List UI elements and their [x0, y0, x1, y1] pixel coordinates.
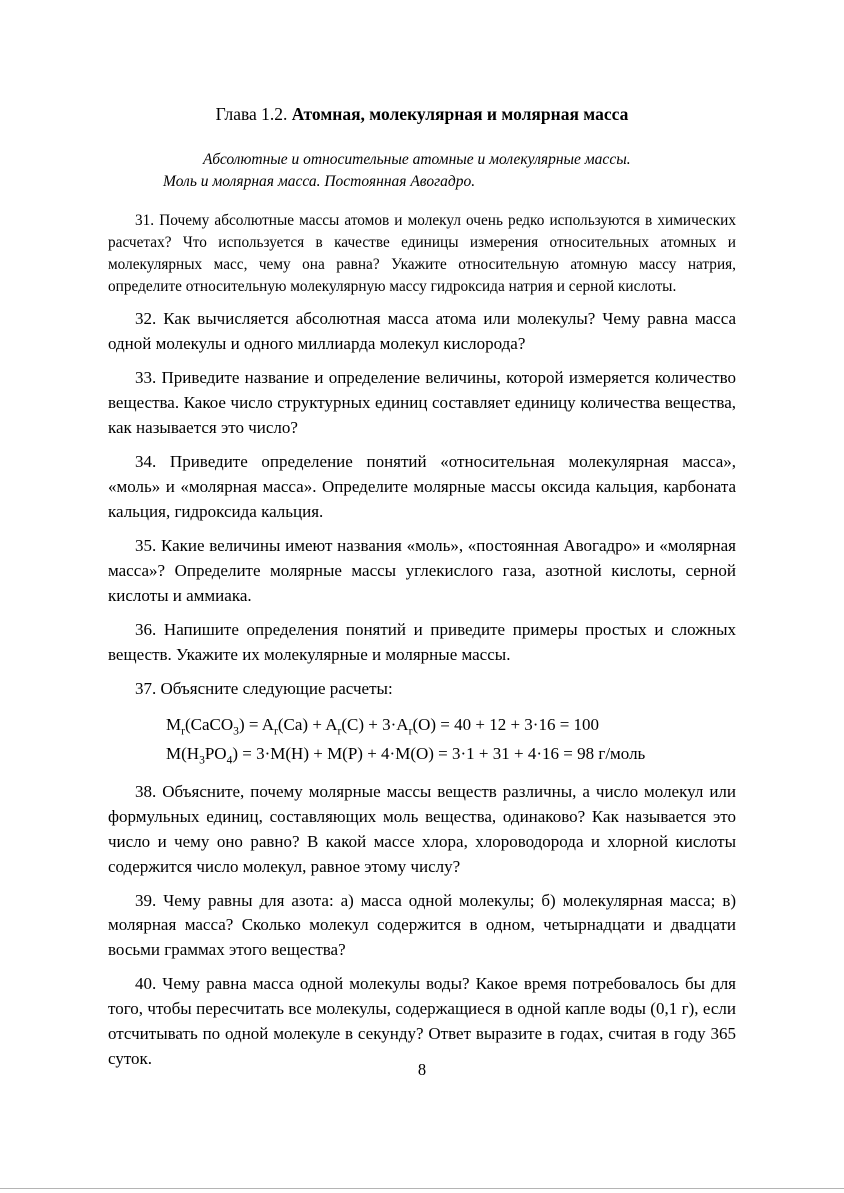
question-text: Объясните, почему молярные массы веществ различны, а число молекул или формульных единиц, составляющих моль вещества, одинаково? Как называется это число и чему оно равно? В какой массе хлора, хлороводорода и хлорной кислоты содержится число молекул, равное этому числу?: [108, 781, 736, 876]
page-bottom-edge: [0, 1188, 844, 1189]
question-35: [108, 534, 736, 609]
question-32: [108, 307, 736, 357]
question-number: 36.: [135, 619, 157, 639]
question-39: [108, 889, 736, 964]
question-number: 39.: [135, 890, 157, 910]
question-number: 40.: [135, 974, 157, 994]
question-number: 34.: [135, 451, 157, 471]
question-text: Чему равны для азота: а) масса одной молекулы; б) молекулярная масса; в) молярная масса? Сколько молекул содержится в одном, четырнадцати и двадцати восьми граммах этого вещества?: [108, 890, 737, 960]
question-34: [108, 450, 736, 525]
chapter-title-main: Атомная, молекулярная и молярная масса: [291, 104, 629, 124]
question-number: 38.: [135, 781, 157, 801]
question-36: [108, 618, 736, 668]
question-40: [108, 972, 736, 1072]
question-text: Объясните следующие расчеты:: [160, 678, 393, 698]
page-number: 8: [417, 1060, 427, 1079]
formula-line: $M(H_3PO_4) = 3\cdot M(H) + M(P) + 4\cdot M(O) = 3\cdot 1 + 31 + 4\cdot 16 = 98$ г/моль: [166, 743, 646, 767]
chapter-title-prefix: Глава 1.2.: [215, 104, 292, 124]
question-number: 35.: [135, 535, 157, 555]
question-text: Приведите определение понятий «относительная молекулярная масса», «моль» и «молярная масса». Определите молярные массы оксида кальция, карбоната кальция, гидроксида кальция.: [108, 451, 737, 521]
subtitle-line-2: Моль и молярная масса. Постоянная Авогадро.: [163, 173, 476, 191]
questions-list: [108, 210, 736, 1072]
question-text: Чему равна масса одной молекулы воды? Какое время потребовалось бы для того, чтобы пересчитать все молекулы, содержащиеся в одной капле воды (0,1 г), если отсчитывать по одной молекуле в секунду? Ответ выразите в годах, считая в году 365 суток.: [108, 974, 736, 1069]
question-37: [108, 677, 736, 702]
question-number: 33.: [135, 367, 157, 387]
question-number: 37.: [135, 678, 157, 698]
question-31: [108, 210, 736, 298]
formulas-block: [166, 711, 736, 769]
question-text: Приведите название и определение величины, которой измеряется количество вещества. Какое число структурных единиц составляет единицу количества вещества, как называется это число?: [108, 367, 736, 437]
question-text: Напишите определения понятий и приведите примеры простых и сложных веществ. Укажите их молекулярные и молярные массы.: [108, 619, 737, 664]
question-33: [108, 366, 736, 441]
question-number: 31.: [135, 211, 155, 229]
chapter-title: [108, 104, 736, 125]
subtitle-line-1: Абсолютные и относительные атомные и молекулярные массы.: [203, 151, 631, 168]
question-number: 32.: [135, 309, 157, 328]
question-text: Как вычисляется абсолютная масса атома или молекулы? Чему равна масса одной молекулы и одного миллиарда молекул кислорода?: [108, 309, 737, 353]
formula-line: $M_r(CaCO_3) = A_r(Ca) + A_r(C) + 3\cdot A_r(O) = 40 + 12 + 3\cdot 16 = 100$: [166, 714, 600, 738]
question-text: Какие величины имеют названия «моль», «постоянная Авогадро» и «молярная масса»? Определите молярные массы углекислого газа, азотной кислоты, серной кислоты и аммиака.: [108, 535, 736, 605]
chapter-subtitle: [163, 149, 676, 194]
question-38: [108, 780, 736, 880]
question-text: Почему абсолютные массы атомов и молекул очень редко используются в химических расчетах? Что используется в качестве единицы измерения относительных атомных и молекулярных масс, чему она равна? Укажите относительную атомную массу натрия, определите относительную молекулярную массу гидроксида натрия и серной кислоты.: [108, 211, 736, 295]
